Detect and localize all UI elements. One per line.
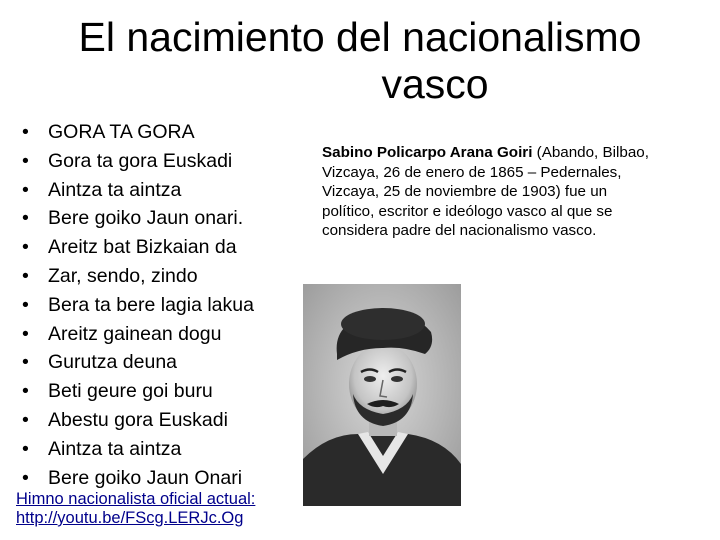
lyric-line — [22, 147, 254, 176]
anthem-video-link[interactable] — [16, 490, 255, 528]
bullet-glyph: • — [22, 466, 29, 489]
lyric-text: Abestu gora Euskadi — [48, 408, 228, 431]
bullet-glyph: • — [22, 178, 29, 201]
title-line-1: El nacimiento del nacionalismo — [78, 14, 642, 60]
bullet-glyph: • — [22, 293, 29, 316]
bullet-glyph: • — [22, 322, 29, 345]
anthem-lyrics-list — [22, 118, 254, 492]
slide-title — [20, 14, 700, 108]
bullet-glyph: • — [22, 264, 29, 287]
lyric-line — [22, 435, 254, 464]
lyric-text: Gurutza deuna — [48, 351, 178, 374]
lyric-line — [22, 204, 254, 233]
bullet-glyph: • — [22, 149, 29, 172]
lyric-line — [22, 118, 254, 147]
bullet-glyph: • — [22, 236, 29, 259]
bio-description: (Abando, Bilbao, Vizcaya, 26 de enero de 1865 – Pedernales, Vizcaya, 25 de noviembre de 1903) fue un político, escritor e ideólogo vasco al que se considera padre del nacionalismo vasco. — [322, 144, 649, 239]
lyric-text: GORA TA GORA — [48, 121, 195, 143]
link-url[interactable]: http://youtu.be/FScg.LERJc.Og — [16, 509, 244, 527]
link-label[interactable]: Himno nacionalista oficial actual: — [16, 490, 256, 508]
lyric-text: Aintza ta aintza — [48, 437, 182, 460]
lyric-line — [22, 320, 254, 349]
lyric-line — [22, 377, 254, 406]
lyric-line — [22, 464, 254, 493]
bullet-glyph: • — [22, 437, 29, 460]
bullet-glyph: • — [22, 380, 29, 403]
bullet-glyph: • — [22, 408, 29, 431]
lyric-line — [22, 348, 254, 377]
lyric-line — [22, 233, 254, 262]
bio-name: Sabino Policarpo Arana Goiri — [322, 144, 533, 161]
bullet-glyph: • — [22, 207, 29, 230]
lyric-line — [22, 406, 254, 435]
bullet-glyph: • — [22, 121, 29, 143]
bullet-glyph: • — [22, 351, 29, 374]
lyric-text: Aintza ta aintza — [48, 178, 182, 201]
lyric-text: Bera ta bere lagia lakua — [48, 293, 254, 316]
portrait-illustration — [303, 284, 461, 506]
lyric-text: Bere goiko Jaun Onari — [48, 466, 243, 489]
portrait-photo — [303, 284, 461, 506]
lyric-text: Zar, sendo, zindo — [48, 264, 198, 287]
lyric-text: Areitz gainean dogu — [48, 322, 222, 345]
lyric-line — [22, 262, 254, 291]
biography-text — [322, 143, 662, 241]
lyric-line — [22, 176, 254, 205]
lyric-text: Bere goiko Jaun onari. — [48, 207, 244, 230]
lyric-text: Gora ta gora Euskadi — [48, 149, 233, 172]
title-line-2: vasco — [381, 61, 489, 107]
lyric-line — [22, 291, 254, 320]
lyric-text: Areitz bat Bizkaian da — [48, 236, 237, 259]
lyric-text: Beti geure goi buru — [48, 380, 213, 403]
